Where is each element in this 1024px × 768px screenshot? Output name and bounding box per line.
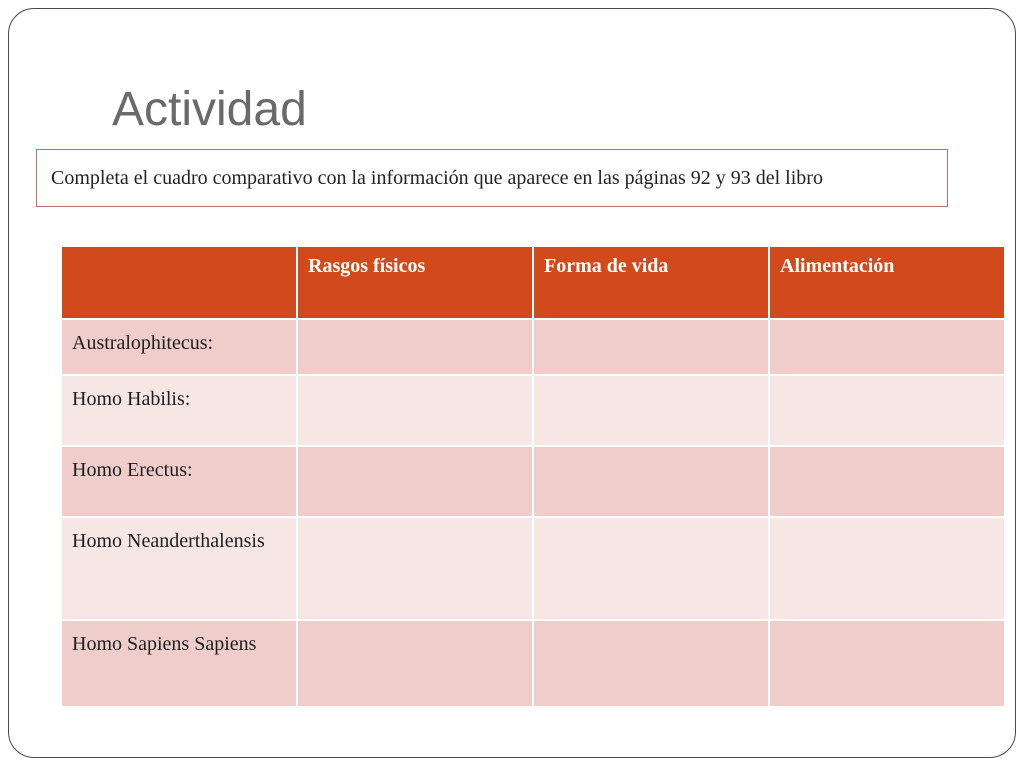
table-cell[interactable] [297,375,533,446]
table-row [61,319,1005,375]
table-cell[interactable] [769,375,1005,446]
table-row [61,620,1005,707]
header-cell-alimentacion: Alimentación [769,246,1005,319]
table-cell[interactable] [769,517,1005,620]
header-cell-rasgos-fisicos: Rasgos físicos [297,246,533,319]
table-cell[interactable] [533,319,769,375]
row-label: Homo Erectus: [61,446,297,517]
row-label: Australophitecus: [61,319,297,375]
row-label: Homo Neanderthalensis [61,517,297,620]
table-cell[interactable] [533,620,769,707]
table-header-row [61,246,1005,319]
instruction-box [36,149,948,207]
table-cell[interactable] [533,517,769,620]
table-cell[interactable] [297,446,533,517]
header-cell-empty [61,246,297,319]
slide-title: Actividad [112,83,307,136]
table-cell[interactable] [769,620,1005,707]
table-cell[interactable] [533,446,769,517]
table-cell[interactable] [769,446,1005,517]
table-cell[interactable] [533,375,769,446]
table-cell[interactable] [297,620,533,707]
table-cell[interactable] [297,517,533,620]
row-label: Homo Habilis: [61,375,297,446]
table-row [61,375,1005,446]
table-cell[interactable] [297,319,533,375]
table-row [61,446,1005,517]
row-label: Homo Sapiens Sapiens [61,620,297,707]
header-cell-forma-de-vida: Forma de vida [533,246,769,319]
table-cell[interactable] [769,319,1005,375]
instruction-text: Completa el cuadro comparativo con la información que aparece en las páginas 92 y 93 del libro [51,166,823,189]
table-row [61,517,1005,620]
comparison-table [60,245,1006,708]
